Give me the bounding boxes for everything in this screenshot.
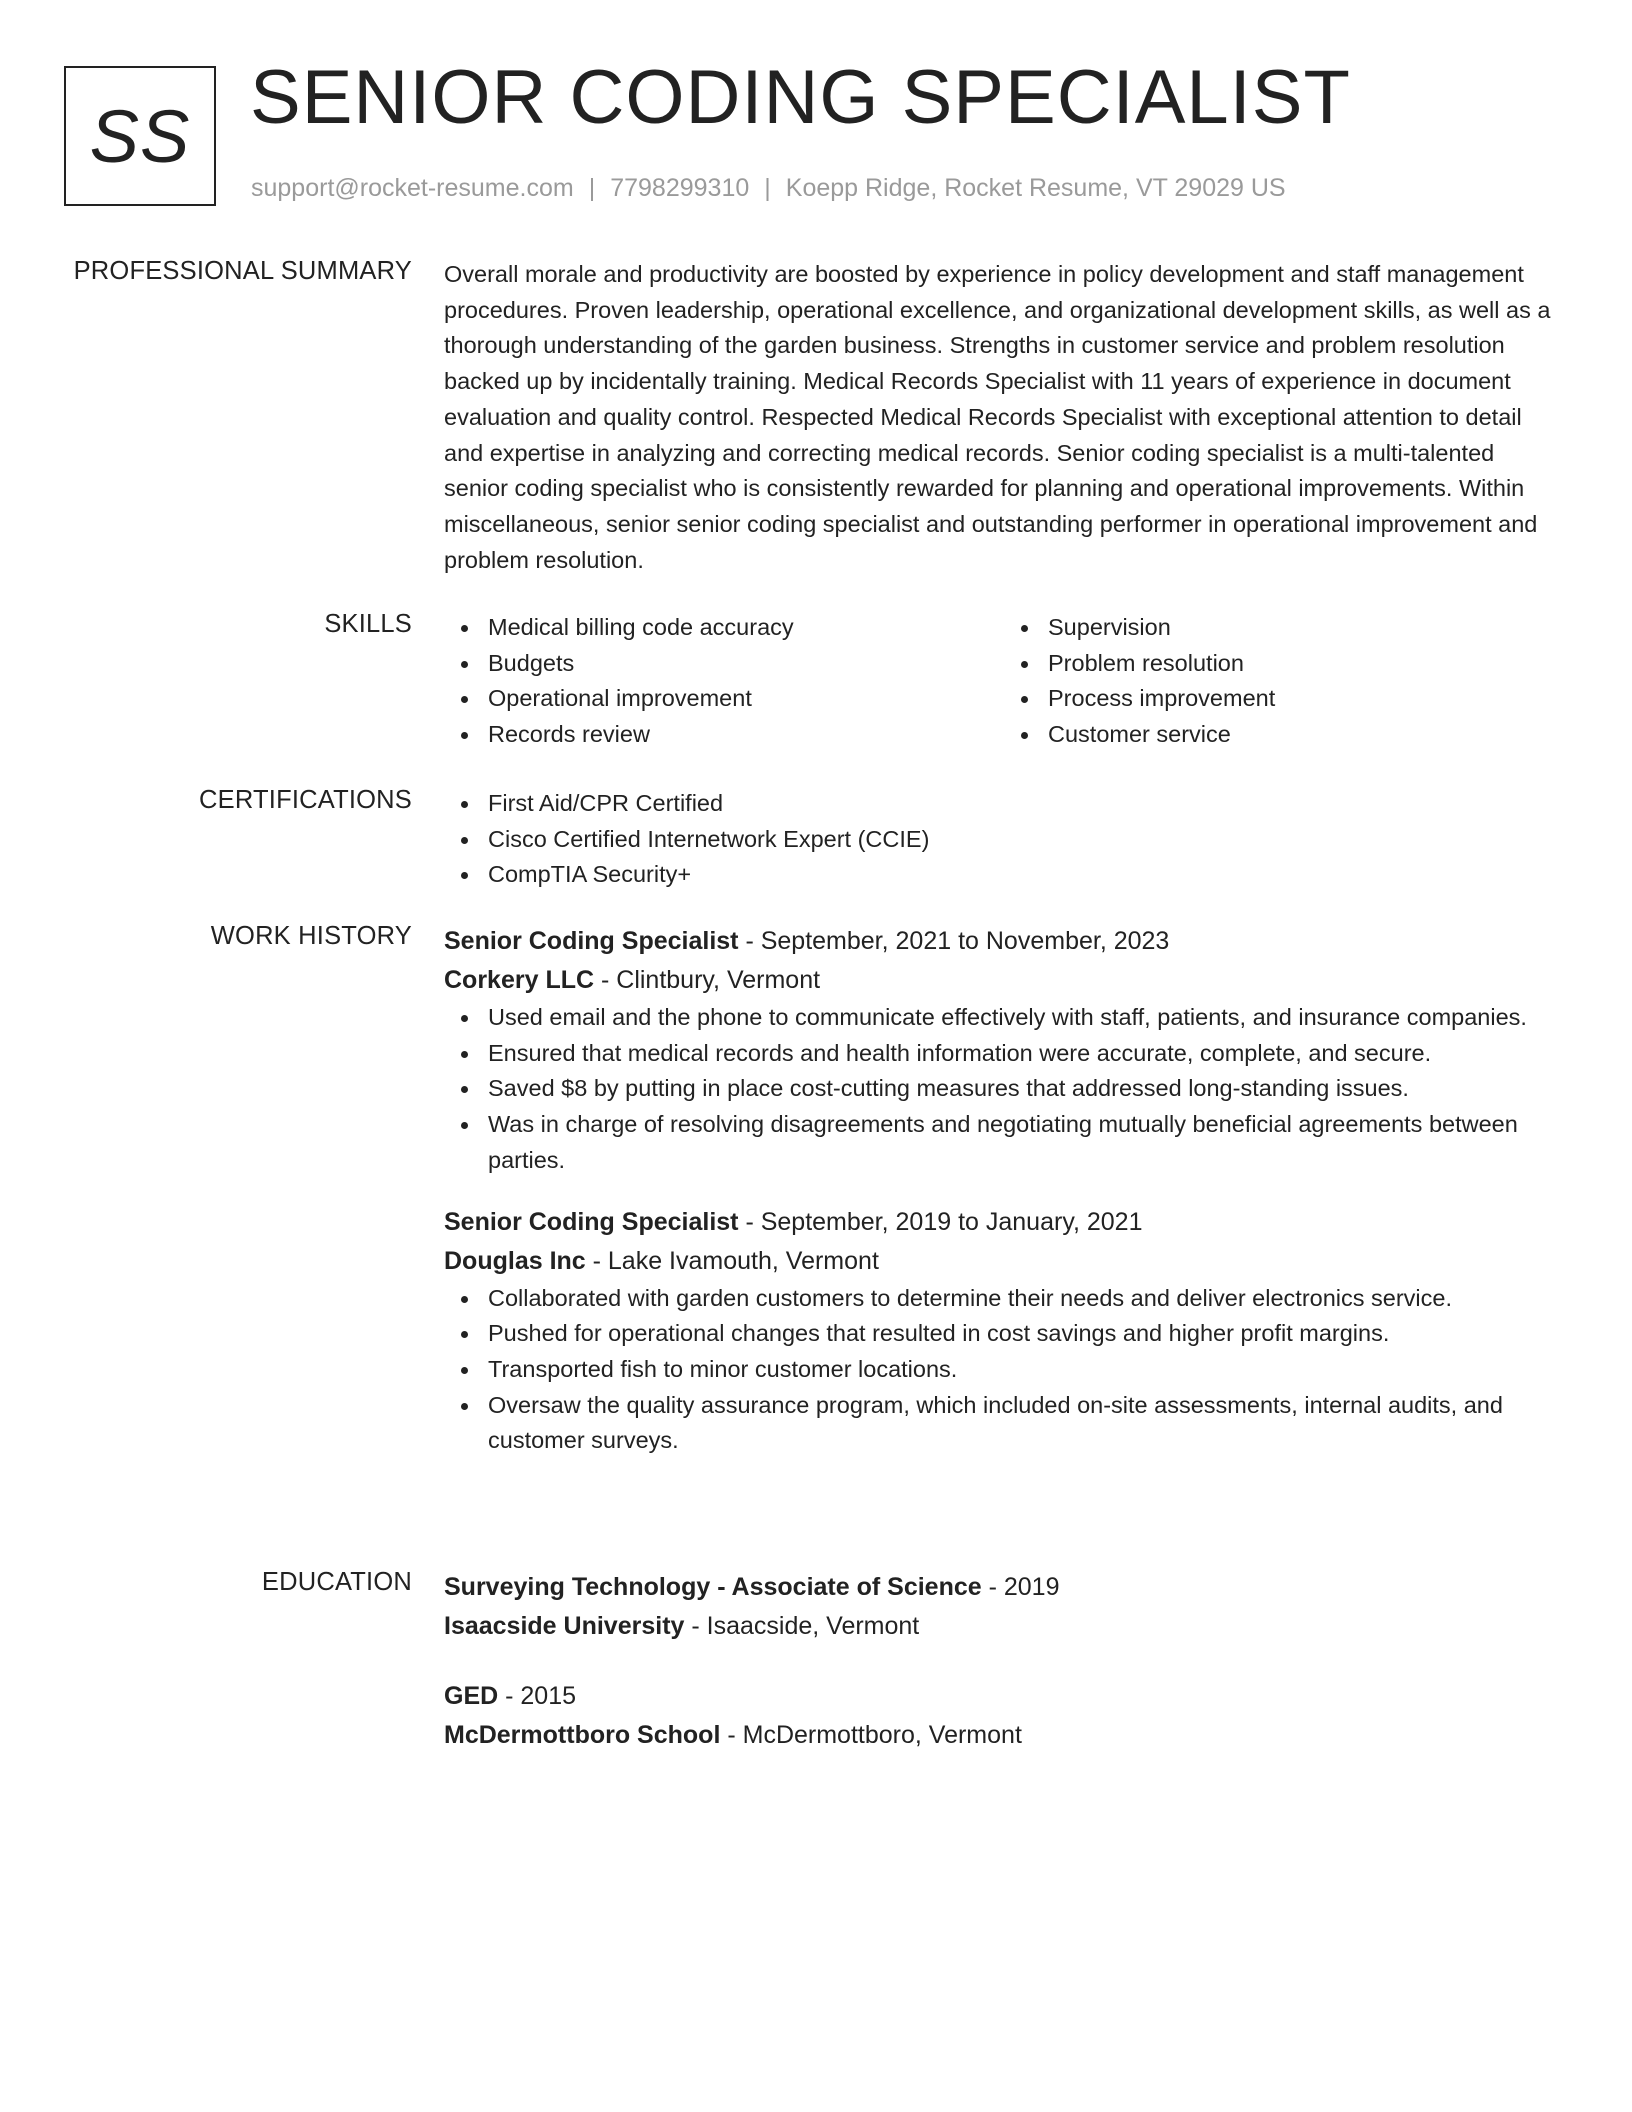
job-entry	[444, 1203, 1564, 1460]
list-item: Budgets	[488, 646, 1004, 682]
list-item: Customer service	[1048, 717, 1564, 753]
list-item: Saved $8 by putting in place cost-cutting measures that addressed long-standing issues.	[488, 1071, 1564, 1107]
job-company-line	[444, 961, 1564, 1000]
certifications-list	[444, 786, 1564, 893]
education-school-line	[444, 1607, 1564, 1646]
monogram	[64, 66, 216, 206]
work-body	[444, 922, 1564, 1459]
job-location: - Lake Ivamouth, Vermont	[585, 1246, 879, 1275]
job-location: - Clintbury, Vermont	[594, 966, 821, 994]
education-entry	[444, 1568, 1564, 1646]
job-entry	[444, 922, 1564, 1179]
page-title: SENIOR CODING SPECIALIST	[250, 55, 1351, 140]
summary-text: Overall morale and productivity are boosted by experience in policy development and staff management procedures. Proven leadership, operational excellence, and organizational development skills, as well as a thorough understanding of the garden business. Strengths in customer service and problem resolution backed up by incidentally training. Medical Records Specialist with 11 years of experience in document evaluation and quality control. Respected Medical Records Specialist with exceptional attention to detail and expertise in analyzing and correcting medical records. Senior coding specialist is a multi-talented senior coding specialist who is consistently rewarded for planning and operational improvements. Within miscellaneous, senior senior coding specialist and outstanding performer in operational improvement and problem resolution.	[444, 261, 1551, 573]
job-bullets	[444, 1000, 1564, 1179]
education-year: - 2015	[498, 1682, 577, 1710]
list-item: Pushed for operational changes that resulted in cost savings and higher profit margins.	[488, 1316, 1564, 1352]
contact-separator: |	[764, 174, 771, 202]
job-title-line	[444, 922, 1564, 961]
job-title: Senior Coding Specialist	[444, 1207, 739, 1236]
list-item: Transported fish to minor customer locations.	[488, 1352, 1564, 1388]
contact-line	[251, 174, 1286, 203]
skills-columns	[444, 610, 1564, 753]
contact-email[interactable]: support@rocket-resume.com	[251, 174, 574, 202]
list-item: Cisco Certified Internetwork Expert (CCIE)	[488, 822, 1564, 858]
list-item: CompTIA Security+	[488, 857, 1564, 893]
section-label-certifications: CERTIFICATIONS	[199, 786, 412, 814]
monogram-initials: SS	[89, 94, 191, 178]
list-item: Medical billing code accuracy	[488, 610, 1004, 646]
education-school-line	[444, 1716, 1564, 1755]
skills-list-right	[1004, 610, 1564, 753]
contact-phone[interactable]: 7798299310	[610, 174, 750, 202]
education-degree: Surveying Technology - Associate of Science	[444, 1573, 982, 1601]
education-school: McDermottboro School	[444, 1721, 721, 1749]
section-label-summary: PROFESSIONAL SUMMARY	[73, 257, 412, 285]
list-item: Process improvement	[1048, 681, 1564, 717]
education-year: - 2019	[981, 1573, 1060, 1601]
skills-list-left	[444, 610, 1004, 753]
contact-separator: |	[588, 174, 596, 202]
section-label-education: EDUCATION	[261, 1568, 412, 1596]
list-item: First Aid/CPR Certified	[488, 786, 1564, 822]
education-location: - Isaacside, Vermont	[684, 1612, 920, 1640]
job-title-line	[444, 1203, 1564, 1242]
list-item: Records review	[488, 717, 1004, 753]
list-item: Used email and the phone to communicate effectively with staff, patients, and insurance companies.	[488, 1000, 1564, 1036]
job-company: Corkery LLC	[444, 966, 595, 994]
education-school: Isaacside University	[444, 1612, 685, 1640]
job-company: Douglas Inc	[444, 1246, 586, 1275]
education-body	[444, 1568, 1564, 1755]
list-item: Collaborated with garden customers to determine their needs and deliver electronics service.	[488, 1281, 1564, 1317]
job-dates: - September, 2021 to November, 2023	[738, 927, 1170, 955]
section-label-work: WORK HISTORY	[210, 922, 412, 950]
job-title: Senior Coding Specialist	[444, 927, 739, 955]
education-degree-line	[444, 1568, 1564, 1607]
list-item: Operational improvement	[488, 681, 1004, 717]
job-dates: - September, 2019 to January, 2021	[738, 1207, 1143, 1236]
education-degree-line	[444, 1677, 1564, 1716]
job-bullets	[444, 1281, 1564, 1460]
list-item: Problem resolution	[1048, 646, 1564, 682]
education-entry	[444, 1677, 1564, 1755]
contact-address: Koepp Ridge, Rocket Resume, VT 29029 US	[785, 174, 1286, 202]
list-item: Supervision	[1048, 610, 1564, 646]
education-degree: GED	[444, 1682, 499, 1710]
list-item: Ensured that medical records and health information were accurate, complete, and secure.	[488, 1036, 1564, 1072]
education-location: - McDermottboro, Vermont	[720, 1721, 1022, 1749]
list-item: Was in charge of resolving disagreements and negotiating mutually beneficial agreements between parties.	[488, 1107, 1564, 1178]
job-company-line	[444, 1242, 1564, 1281]
list-item: Oversaw the quality assurance program, which included on-site assessments, internal audits, and customer surveys.	[488, 1388, 1564, 1459]
certifications-body	[444, 786, 1564, 893]
section-label-skills: SKILLS	[324, 610, 412, 638]
